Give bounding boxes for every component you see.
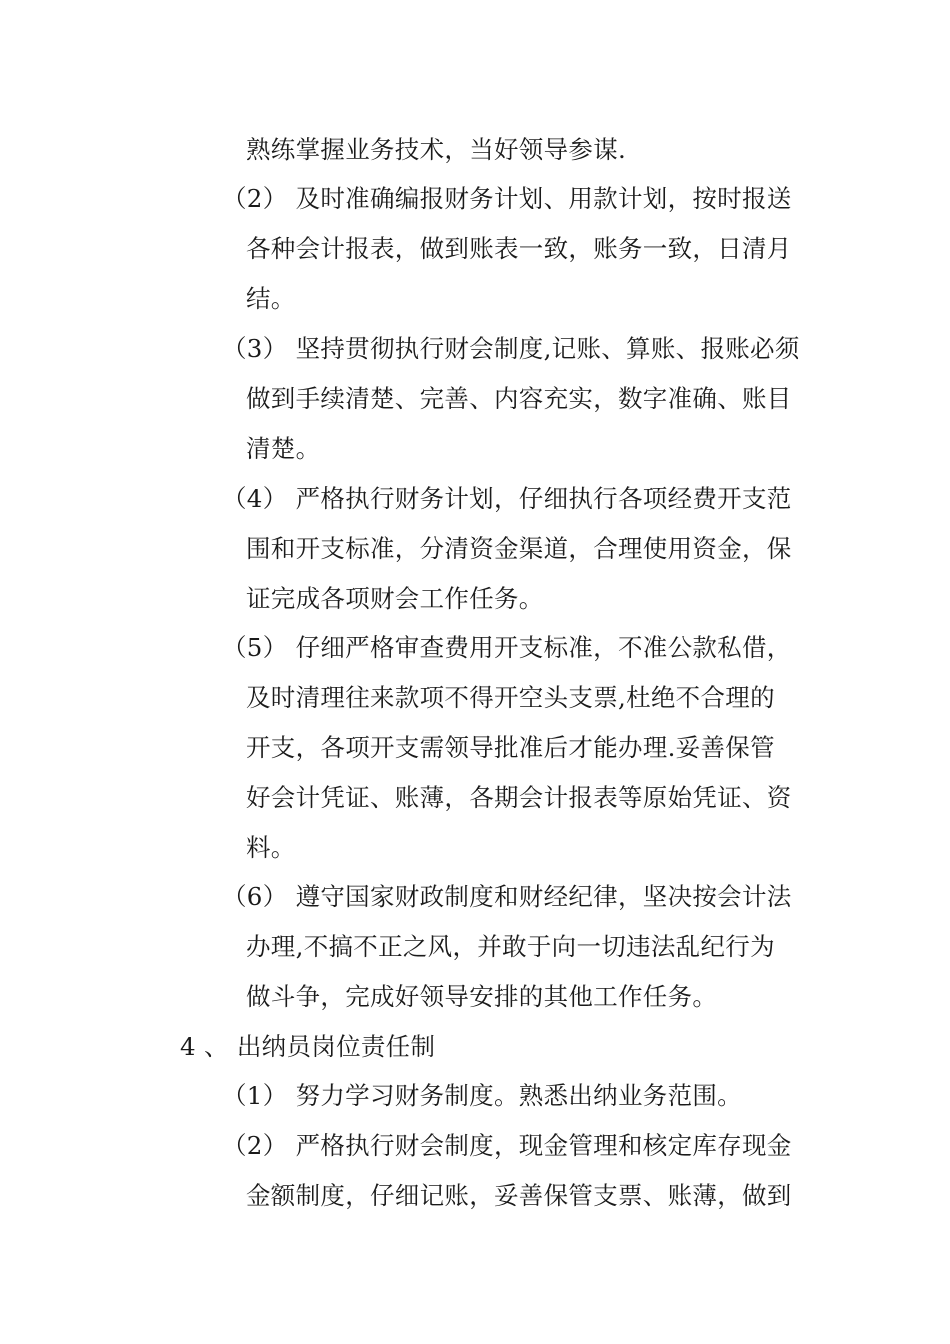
text-line: 及时清理往来款项不得开空头支票,杜绝不合理的 [246,683,775,712]
text-line: （6） 遵守国家财政制度和财经纪律，坚决按会计法 [222,882,792,911]
text-line: （3） 坚持贯彻执行财会制度,记账、算账、报账必须 [222,334,800,363]
text-line: 各种会计报表，做到账表一致，账务一致，日清月 [246,234,792,263]
text-line: 结。 [246,284,296,313]
text-line: 办理,不搞不正之风，并敢于向一切违法乱纪行为 [246,932,775,961]
text-line: （5） 仔细严格审查费用开支标准，不准公款私借， [222,633,792,662]
text-line: 证完成各项财会工作任务。 [246,584,544,613]
text-line: 金额制度，仔细记账，妥善保管支票、账薄，做到 [246,1181,792,1210]
text-line: （1） 努力学习财务制度。熟悉出纳业务范围。 [222,1081,742,1110]
section-heading: 4 、 出纳员岗位责任制 [180,1032,436,1061]
text-line: 做斗争，完成好领导安排的其他工作任务。 [246,982,718,1011]
text-line: 好会计凭证、账薄，各期会计报表等原始凭证、资 [246,783,792,812]
text-line: 开支，各项开支需领导批准后才能办理.妥善保管 [246,733,775,762]
text-line: 清楚。 [246,434,321,463]
text-line: 做到手续清楚、完善、内容充实，数字准确、账目 [246,384,792,413]
text-line: （2） 及时准确编报财务计划、用款计划，按时报送 [222,184,792,213]
text-line: 熟练掌握业务技术，当好领导参谋. [246,135,627,164]
text-line: （4） 严格执行财务计划，仔细执行各项经费开支范 [222,484,792,513]
text-line: （2） 严格执行财会制度，现金管理和核定库存现金 [222,1131,792,1160]
text-line: 料。 [246,833,296,862]
text-line: 围和开支标准，分清资金渠道，合理使用资金，保 [246,534,792,563]
